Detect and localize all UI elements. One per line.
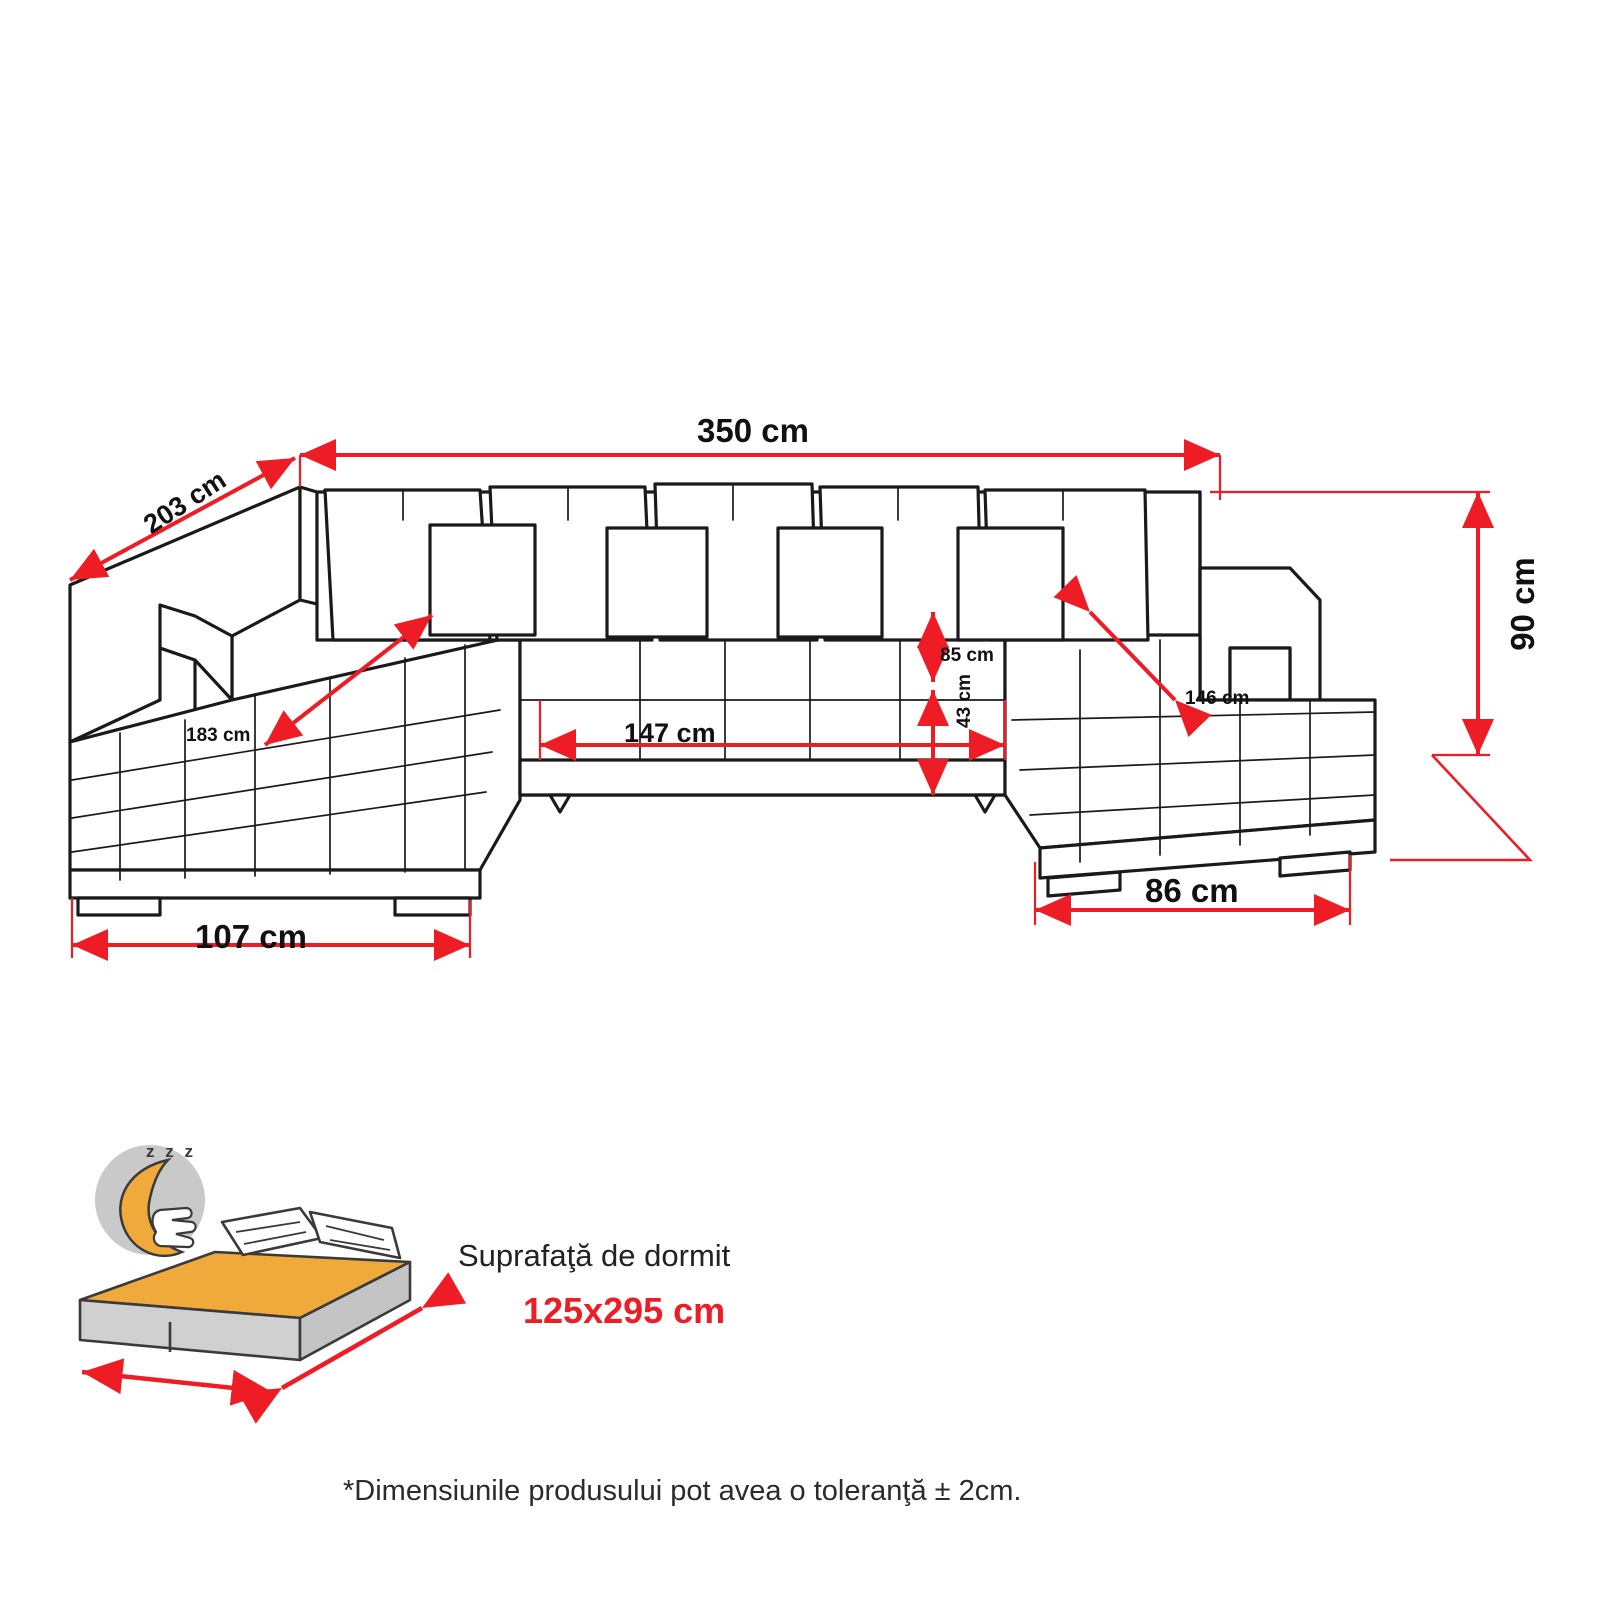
sleep-area-value: 125x295 cm (523, 1290, 726, 1331)
right-foot-2 (1280, 852, 1350, 876)
left-foot-1 (78, 898, 160, 915)
dim-label-147: 147 cm (624, 718, 716, 748)
throw-pillow-4 (958, 528, 1063, 640)
middle-foot-1 (550, 795, 570, 812)
dim-label-350: 350 cm (697, 412, 809, 449)
sleep-area-title: Suprafaţă de dormit (458, 1238, 731, 1273)
sofa-illustration (70, 484, 1375, 915)
ground-indicator (1390, 755, 1530, 860)
left-chaise-base (70, 870, 480, 898)
throw-pillow-2 (607, 528, 707, 637)
sleep-area-icon-group (80, 1145, 422, 1392)
dim-label-183: 183 cm (186, 725, 251, 746)
dim-label-203: 203 cm (138, 464, 232, 540)
dim-label-43: 43 cm (954, 674, 975, 728)
dim-label-85: 85 cm (940, 645, 994, 666)
bed-dim-width (82, 1372, 272, 1392)
left-foot-2 (395, 898, 470, 915)
hand-icon (153, 1208, 196, 1247)
dim-label-86: 86 cm (1145, 872, 1239, 909)
tolerance-footnote: *Dimensiunile produsului pot avea o toleranţă ± 2cm. (343, 1475, 1022, 1507)
dim-label-107: 107 cm (195, 918, 307, 955)
dim-label-90: 90 cm (1504, 557, 1541, 651)
right-foot-1 (1048, 872, 1120, 896)
dim-label-146: 146 cm (1185, 688, 1250, 709)
left-back-top-edge (300, 487, 317, 604)
throw-pillow-3 (778, 528, 882, 637)
zzz-text: z z z (146, 1142, 196, 1161)
middle-foot-2 (975, 795, 995, 812)
throw-pillow-1 (430, 525, 535, 635)
